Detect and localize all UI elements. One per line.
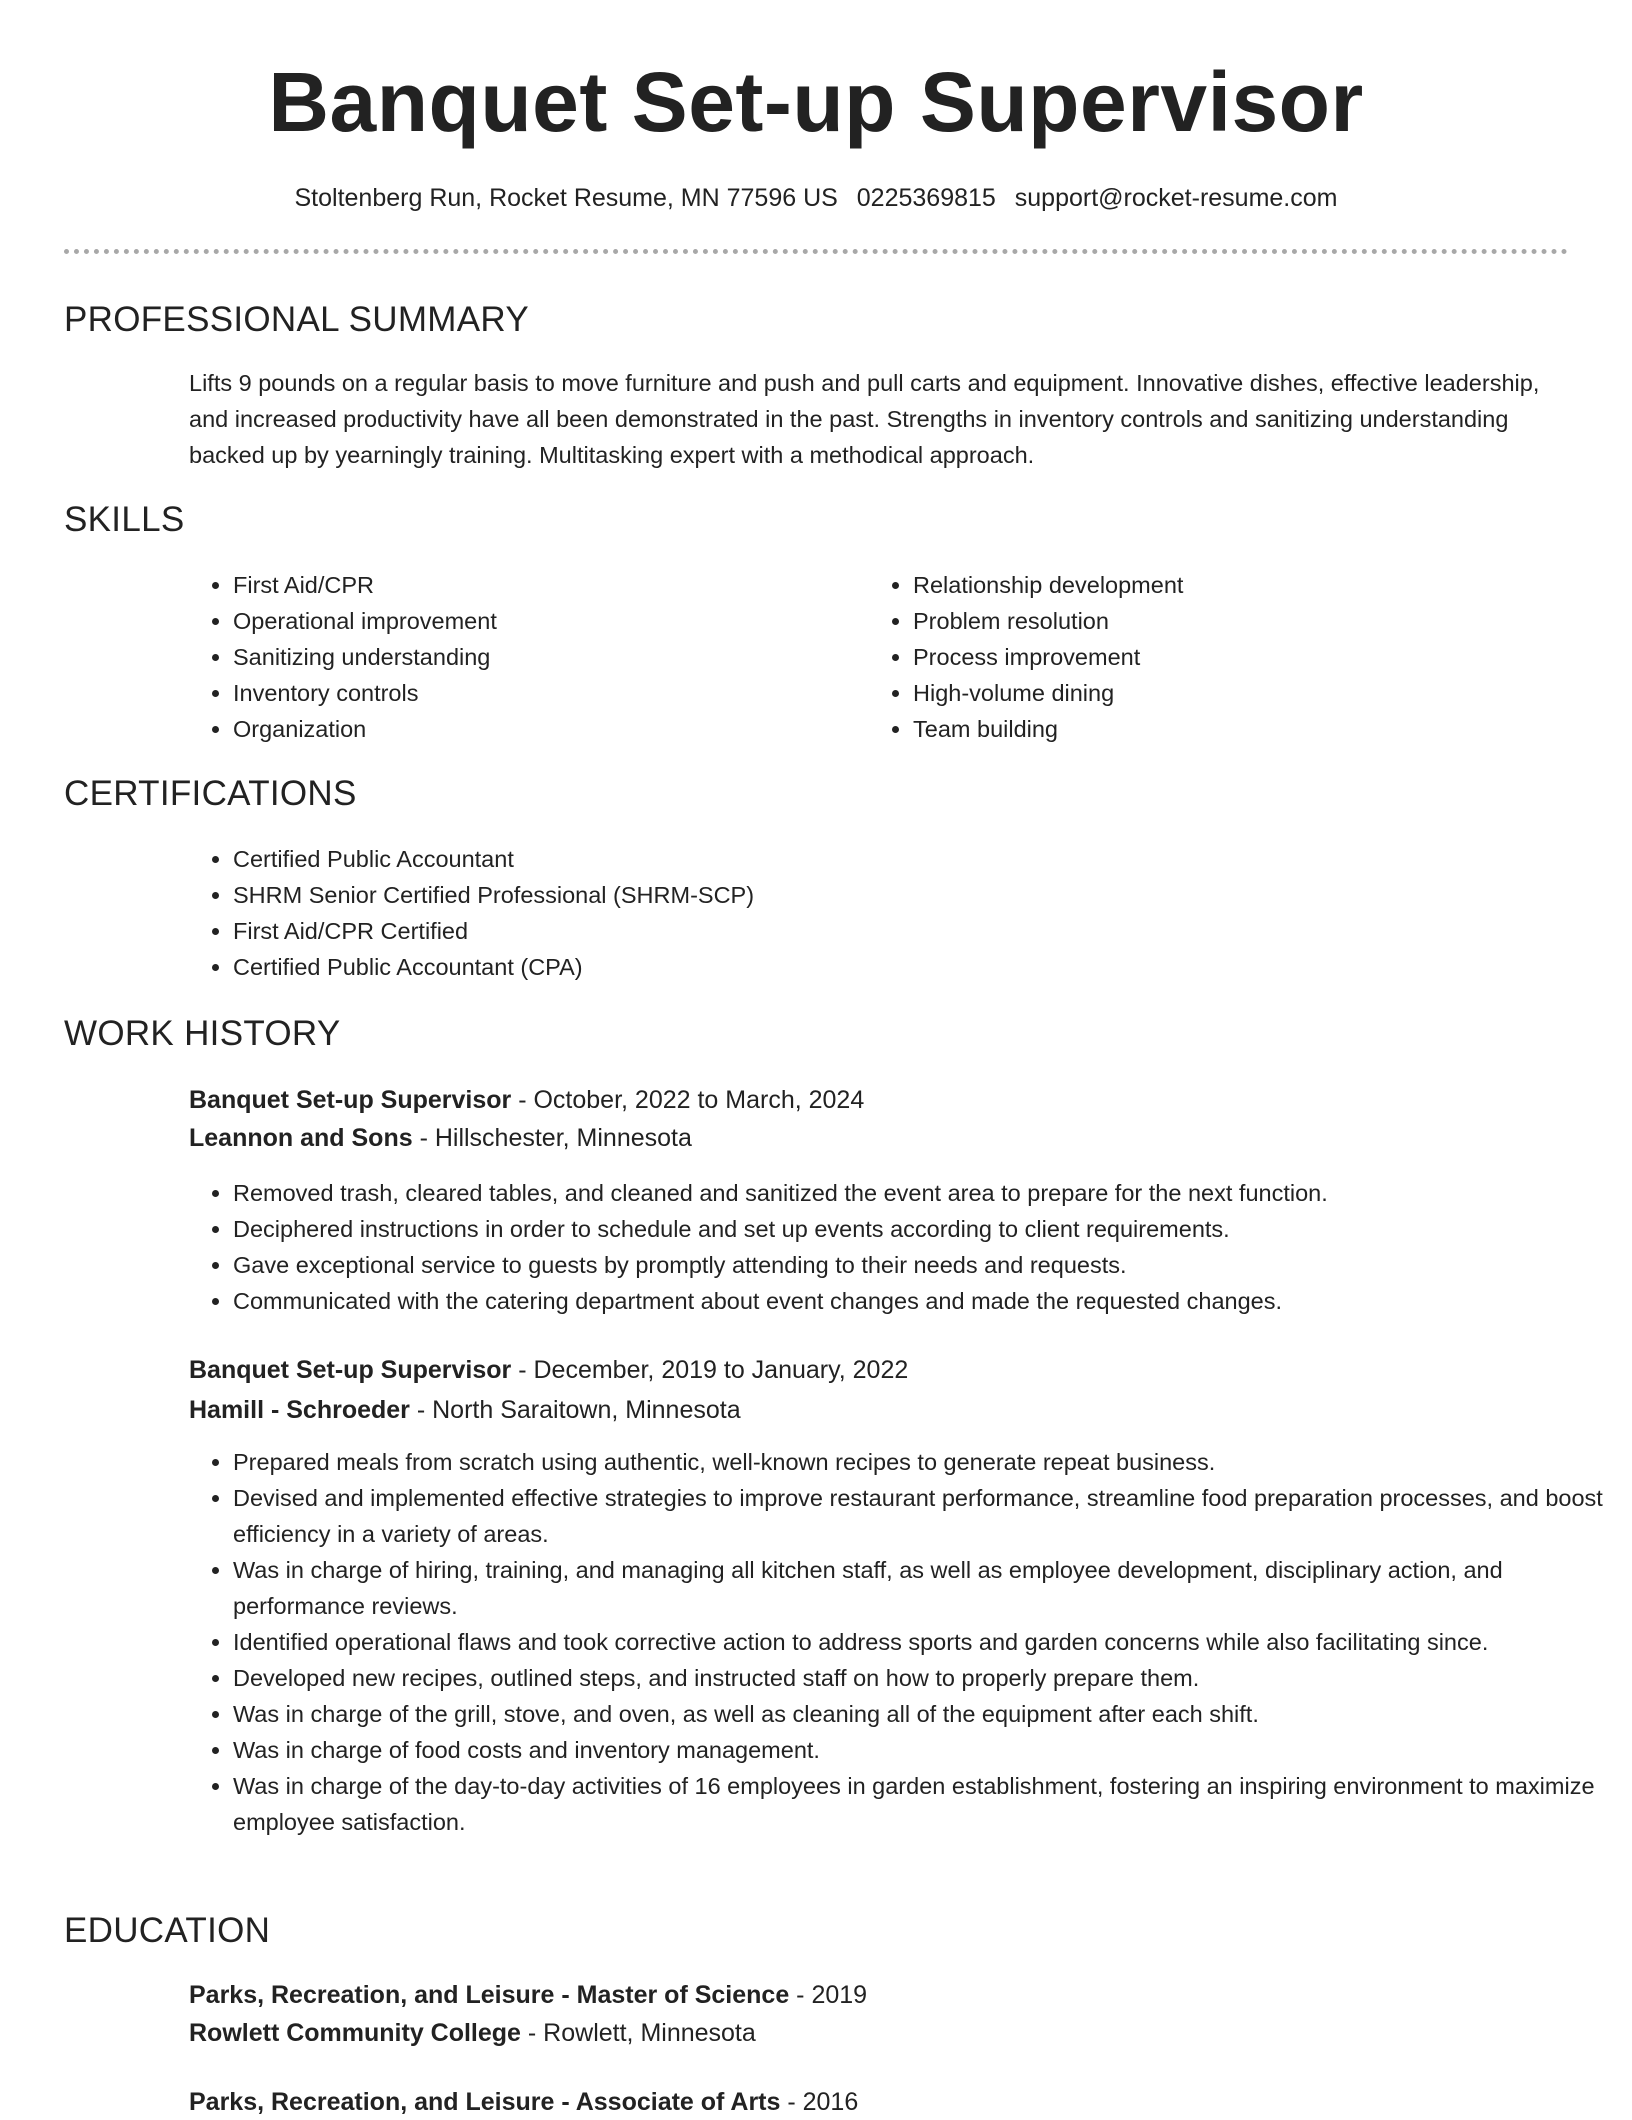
education-year: - 2019 bbox=[789, 1981, 868, 2009]
summary-heading: PROFESSIONAL SUMMARY bbox=[64, 300, 529, 339]
job-bullet: • Removed trash, cleared tables, and cleaned and sanitized the event area to prepare for the next function. bbox=[233, 1175, 1615, 1211]
job-bullet: • Developed new recipes, outlined steps, and instructed staff on how to properly prepare them. bbox=[233, 1660, 1615, 1696]
job-position: Banquet Set-up Supervisor bbox=[189, 1086, 512, 1114]
skill-item: • Inventory controls bbox=[233, 675, 853, 711]
job-bullet: • Was in charge of the grill, stove, and oven, as well as cleaning all of the equipment after each shift. bbox=[233, 1696, 1615, 1732]
job-title-line bbox=[189, 1352, 908, 1388]
certification-item: • Certified Public Accountant bbox=[233, 841, 1573, 877]
contact-line bbox=[0, 182, 1632, 214]
education-degree: Parks, Recreation, and Leisure - Associate of Arts bbox=[189, 2088, 781, 2116]
education-year: - 2016 bbox=[780, 2088, 859, 2116]
contact-email: support@rocket-resume.com bbox=[1014, 184, 1338, 212]
job-title-line bbox=[189, 1082, 864, 1118]
work-history-heading: WORK HISTORY bbox=[64, 1014, 341, 1053]
certification-item: • Certified Public Accountant (CPA) bbox=[233, 949, 1573, 985]
job-company-line bbox=[189, 1120, 692, 1156]
education-school: Rowlett Community College bbox=[189, 2019, 521, 2047]
job-bullets bbox=[189, 1444, 1615, 1840]
job-dates: - October, 2022 to March, 2024 bbox=[511, 1086, 865, 1114]
skill-item: • Relationship development bbox=[913, 567, 1533, 603]
job-company-line bbox=[189, 1392, 741, 1428]
skill-item: • Team building bbox=[913, 711, 1533, 747]
candidate-name: Banquet Set-up Supervisor bbox=[268, 55, 1364, 149]
job-bullet: • Was in charge of food costs and inventory management. bbox=[233, 1732, 1615, 1768]
skills-list-right bbox=[869, 567, 1533, 747]
job-location: - North Saraitown, Minnesota bbox=[409, 1396, 741, 1424]
job-location: - Hillschester, Minnesota bbox=[412, 1124, 692, 1152]
certifications-heading: CERTIFICATIONS bbox=[64, 774, 357, 813]
skills-list-left bbox=[189, 567, 853, 747]
skill-item: • First Aid/CPR bbox=[233, 567, 853, 603]
education-degree-line bbox=[189, 2084, 858, 2120]
education-school-line bbox=[189, 2015, 756, 2051]
certification-item: • SHRM Senior Certified Professional (SHRM-SCP) bbox=[233, 877, 1573, 913]
job-position: Banquet Set-up Supervisor bbox=[189, 1356, 512, 1384]
education-heading: EDUCATION bbox=[64, 1911, 271, 1950]
job-bullets bbox=[189, 1175, 1615, 1319]
summary-text: Lifts 9 pounds on a regular basis to move furniture and push and pull carts and equipment. Innovative dishes, effective leadership, and increased productivity have all been demonstrated in the past. Strengths in inventory controls and sanitizing understanding backed up by yearningly training. Multitasking expert with a methodical approach. bbox=[189, 370, 1540, 468]
skill-item: • High-volume dining bbox=[913, 675, 1533, 711]
certifications-list bbox=[189, 841, 1573, 985]
job-company: Leannon and Sons bbox=[189, 1124, 413, 1152]
skill-item: • Sanitizing understanding bbox=[233, 639, 853, 675]
job-company: Hamill - Schroeder bbox=[189, 1396, 410, 1424]
contact-phone: 0225369815 bbox=[856, 184, 996, 212]
job-bullet: • Was in charge of the day-to-day activities of 16 employees in garden establishment, fostering an inspiring environment to maximize employee satisfaction. bbox=[233, 1768, 1615, 1840]
skill-item: • Operational improvement bbox=[233, 603, 853, 639]
job-bullet: • Prepared meals from scratch using authentic, well-known recipes to generate repeat business. bbox=[233, 1444, 1615, 1480]
job-bullet: • Was in charge of hiring, training, and managing all kitchen staff, as well as employee development, disciplinary action, and performance reviews. bbox=[233, 1552, 1615, 1624]
job-bullet: • Communicated with the catering department about event changes and made the requested changes. bbox=[233, 1283, 1615, 1319]
job-bullet: • Devised and implemented effective strategies to improve restaurant performance, streamline food preparation processes, and boost efficiency in a variety of areas. bbox=[233, 1480, 1615, 1552]
skills-heading: SKILLS bbox=[64, 500, 185, 539]
skill-item: • Organization bbox=[233, 711, 853, 747]
job-bullet: • Identified operational flaws and took corrective action to address sports and garden concerns while also facilitating since. bbox=[233, 1624, 1615, 1660]
contact-address: Stoltenberg Run, Rocket Resume, MN 77596 US bbox=[294, 184, 838, 212]
skill-item: • Problem resolution bbox=[913, 603, 1533, 639]
header-divider bbox=[64, 249, 1568, 254]
education-degree-line bbox=[189, 1977, 867, 2013]
job-bullet: • Gave exceptional service to guests by promptly attending to their needs and requests. bbox=[233, 1247, 1615, 1283]
job-dates: - December, 2019 to January, 2022 bbox=[511, 1356, 909, 1384]
certification-item: • First Aid/CPR Certified bbox=[233, 913, 1573, 949]
skill-item: • Process improvement bbox=[913, 639, 1533, 675]
job-bullet: • Deciphered instructions in order to schedule and set up events according to client requirements. bbox=[233, 1211, 1615, 1247]
education-degree: Parks, Recreation, and Leisure - Master of Science bbox=[189, 1981, 790, 2009]
education-location: - Rowlett, Minnesota bbox=[520, 2019, 756, 2047]
